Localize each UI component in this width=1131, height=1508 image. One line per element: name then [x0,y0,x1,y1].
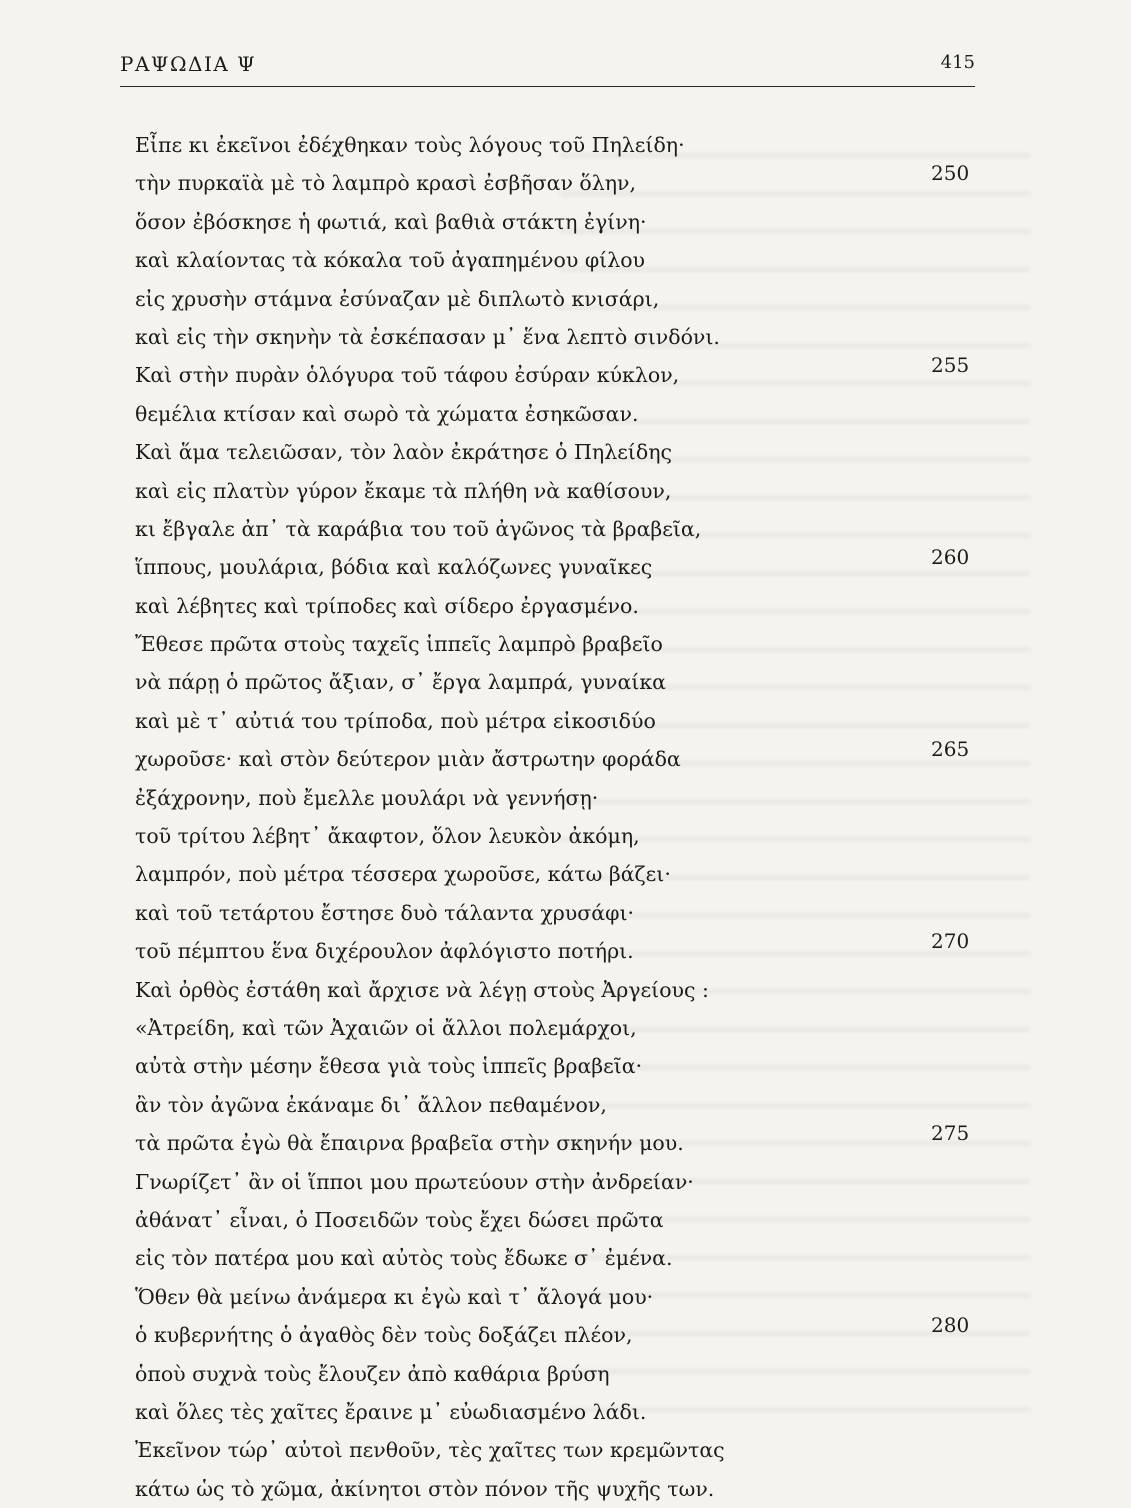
verse-line [135,126,995,164]
verse-line [135,737,995,778]
verse-line [135,1239,995,1277]
verse-line [135,353,995,394]
verse-line-text: Καὶ ὀρθὸς ἐστάθη καὶ ἄρχισε νὰ λέγῃ στοὺς Ἀργείους : [135,977,709,1002]
verse-line-text: τὰ πρῶτα ἐγὼ θὰ ἔπαιρνα βραβεῖα στὴν σκηνήν μου. [135,1131,684,1156]
verse-line-text: εἰς τὸν πατέρα μου καὶ αὐτὸς τοὺς ἔδωκε σ᾽ ἐμένα. [135,1246,673,1271]
verse-line-text: νὰ πάρῃ ὁ πρῶτος ἄξιαν, σ᾽ ἔργα λαμπρά, γυναίκα [135,670,666,695]
verse-line-text: ἀθάνατ᾽ εἶναι, ὁ Ποσειδῶν τοὺς ἔχει δώσει πρῶτα [135,1207,664,1232]
verse-line-text: τοῦ πέμπτου ἕνα διχέρουλον ἀφλόγιστο ποτήρι. [135,939,634,964]
verse-line [135,1121,995,1162]
line-number: 260 [931,545,970,570]
verse-line [135,779,995,817]
verse-line [135,663,995,701]
verse-line-text: «Ἀτρείδη, καὶ τῶν Ἀχαιῶν οἱ ἄλλοι πολεμάρχοι, [135,1015,637,1040]
verse-line [135,1431,995,1469]
verse-line-text: Ὅθεν θὰ μείνω ἀνάμερα κι ἐγὼ καὶ τ᾽ ἄλογά μου· [135,1284,654,1309]
verse-line-text: εἰς χρυσὴν στάμνα ἐσύναζαν μὲ διπλωτὸ κνισάρι, [135,286,660,311]
page-header [120,52,975,84]
verse-line [135,1278,995,1316]
verse-line-text: καὶ τοῦ τετάρτου ἔστησε δυὸ τάλαντα χρυσάφι· [135,900,635,925]
header-rule [120,86,975,87]
verse-line [135,280,995,318]
line-number: 250 [931,161,970,186]
verse-line [135,545,995,586]
verse-line-text: αὐτὰ στὴν μέσην ἔθεσα γιὰ τοὺς ἱππεῖς βραβεῖα· [135,1054,643,1079]
verse-line [135,203,995,241]
verse-line [135,929,995,970]
verse-line-text: Καὶ στὴν πυρὰν ὁλόγυρα τοῦ τάφου ἐσύραν κύκλον, [135,363,680,388]
verse-line-text: ἐξάχρονην, ποὺ ἔμελλε μουλάρι νὰ γεννήσῃ· [135,785,599,810]
verse-line [135,472,995,510]
verse-line-text: καὶ εἰς τὴν σκηνὴν τὰ ἐσκέπασαν μ᾽ ἕνα λεπτὸ σινδόνι. [135,324,720,349]
verse-line-text: ὅσον ἐβόσκησε ἡ φωτιά, καὶ βαθιὰ στάκτη ἐγίνη· [135,209,647,234]
verse-line [135,1086,995,1124]
verse-line [135,1313,995,1354]
verse-line-text: καὶ κλαίοντας τὰ κόκαλα τοῦ ἀγαπημένου φίλου [135,248,646,273]
line-number: 270 [931,929,970,954]
verse-line [135,855,995,893]
running-head: ΡΑΨΩΔΙΑ Ψ [120,52,257,76]
verse-line-text: ὁποὺ συχνὰ τοὺς ἔλουζεν ἀπὸ καθάρια βρύση [135,1361,610,1386]
verse-line-text: κάτω ὡς τὸ χῶμα, ἀκίνητοι στὸν πόνον τῆς ψυχῆς των. [135,1476,715,1501]
verse-line [135,1047,995,1085]
verse-line [135,510,995,548]
verse-line-text: καὶ εἰς πλατὺν γύρον ἔκαμε τὰ πλήθη νὰ καθίσουν, [135,478,672,503]
verse-line [135,1201,995,1239]
verse-line-text: ἂν τὸν ἀγῶνα ἐκάναμε δι᾽ ἄλλον πεθαμένον, [135,1092,607,1117]
line-number: 255 [931,353,970,378]
verse-line-text: Ἔθεσε πρῶτα στοὺς ταχεῖς ἱππεῖς λαμπρὸ βραβεῖο [135,632,663,657]
verse-line-text: ἵππους, μουλάρια, βόδια καὶ καλόζωνες γυναῖκες [135,555,653,580]
verse-line-text: καὶ λέβητες καὶ τρίποδες καὶ σίδερο ἐργασμένο. [135,593,639,618]
verse-line-text: Καὶ ἅμα τελειῶσαν, τὸν λαὸν ἐκράτησε ὁ Πηλείδης [135,440,672,465]
verse-line [135,817,995,855]
page-number: 415 [940,52,975,73]
verse-line [135,1470,995,1508]
line-number: 265 [931,737,970,762]
verse-line [135,395,995,433]
verse-line [135,625,995,663]
verse-line-text: ὁ κυβερνήτης ὁ ἀγαθὸς δὲν τοὺς δοξάζει πλέον, [135,1323,633,1348]
verse-line [135,1355,995,1393]
verse-line-text: Ἐκεῖνον τώρ᾽ αὐτοὶ πενθοῦν, τὲς χαῖτες των κρεμῶντας [135,1438,725,1463]
verse-line [135,702,995,740]
verse-line-text: καὶ μὲ τ᾽ αὐτιά του τρίποδα, ποὺ μέτρα εἰκοσιδύο [135,708,656,733]
verse-line [135,433,995,471]
verse-line-text: καὶ ὅλες τὲς χαῖτες ἔραινε μ᾽ εὐωδιασμένο λάδι. [135,1399,647,1424]
verse-line-text: θεμέλια κτίσαν καὶ σωρὸ τὰ χώματα ἐσηκῶσαν. [135,401,639,426]
verse-line [135,971,995,1009]
verse-block [135,126,995,1508]
verse-line [135,241,995,279]
verse-line-text: τοῦ τρίτου λέβητ᾽ ἄκαφτον, ὅλον λευκὸν ἀκόμη, [135,824,640,849]
verse-line-text: Γνωρίζετ᾽ ἂν οἱ ἵπποι μου πρωτεύουν στὴν ἀνδρείαν· [135,1169,694,1194]
verse-line [135,894,995,932]
line-number: 280 [931,1313,970,1338]
verse-line [135,1393,995,1431]
verse-line-text: τὴν πυρκαϊὰ μὲ τὸ λαμπρὸ κρασὶ ἐσβῆσαν ὅλην, [135,171,637,196]
verse-line [135,161,995,202]
verse-line [135,587,995,625]
verse-line-text: λαμπρόν, ποὺ μέτρα τέσσερα χωροῦσε, κάτω βάζει· [135,862,671,887]
verse-line [135,1163,995,1201]
verse-line-text: κι ἔβγαλε ἀπ᾽ τὰ καράβια του τοῦ ἀγῶνος τὰ βραβεῖα, [135,516,702,541]
line-number: 275 [931,1121,970,1146]
verse-line-text: Εἶπε κι ἐκεῖνοι ἐδέχθηκαν τοὺς λόγους τοῦ Πηλείδη· [135,133,685,157]
verse-line-text: χωροῦσε· καὶ στὸν δεύτερον μιὰν ἄστρωτην φοράδα [135,747,681,772]
verse-line [135,318,995,356]
verse-line [135,1009,995,1047]
